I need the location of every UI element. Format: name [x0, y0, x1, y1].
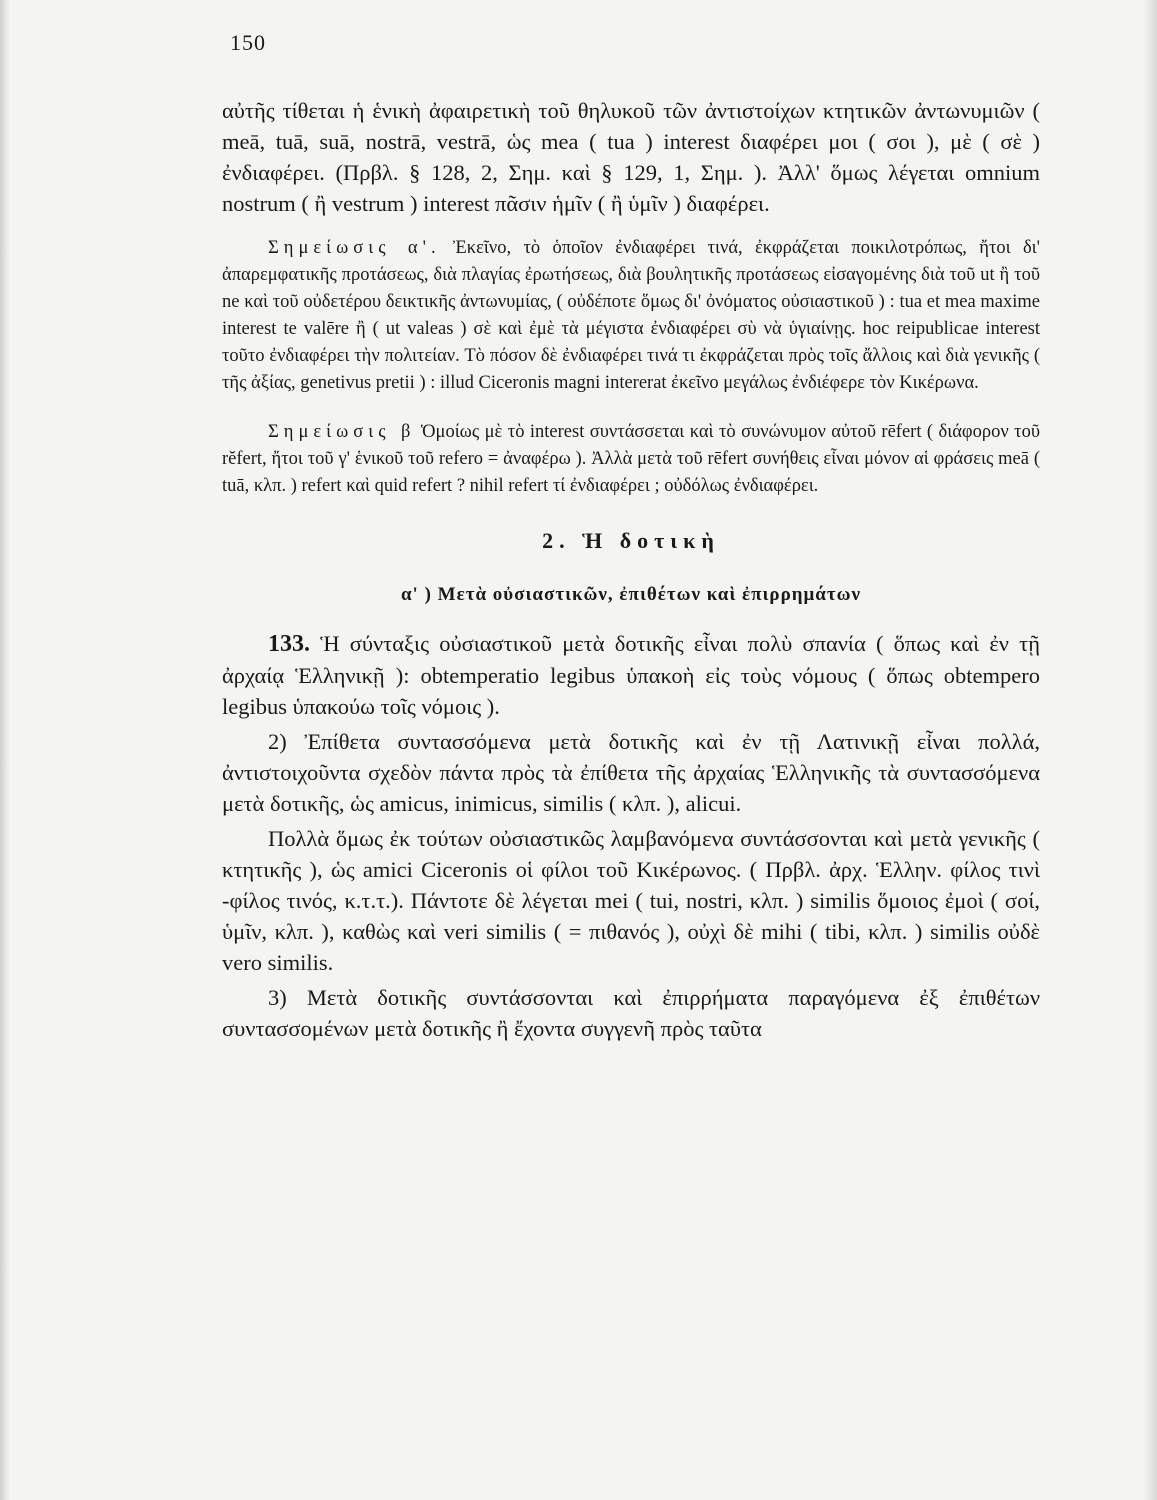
note-alpha-label: Σημείωσις α'.: [268, 238, 441, 258]
paragraph-3: Πολλὰ ὅμως ἐκ τούτων οὐσιαστικῶς λαμβανόμενα συντάσσονται καὶ μετὰ γενικῆς ( κτητικῆς ), ὡς amici Ciceronis οἱ φίλοι τοῦ Κικέρωνος. ( Πρβλ. ἀρχ. Ἑλλην. φίλος τινὶ -φίλος τινός, κ.τ.τ.). Πάντοτε δὲ λέγεται mei ( tui, nostri, κλπ. ) similis ὅμοιος ἐμοὶ ( σοί, ὑμῖν, κλπ. ), καθὼς καὶ veri similis ( = πιθανός ), οὐχὶ δὲ mihi ( tibi, κλπ. ) similis οὐδὲ vero similis.: [222, 826, 1040, 975]
section-heading: 2. Ἡ δοτικὴ: [542, 528, 720, 553]
note-alpha: [222, 235, 1040, 397]
section-number: 133.: [268, 631, 310, 657]
paragraph-4: 3) Μετὰ δοτικῆς συντάσσονται καὶ ἐπιρρήματα παραγόμενα ἐξ ἐπιθέτων συντασσομένων μετὰ δοτικῆς ἢ ἔχοντα συγγενῆ πρὸς ταῦτα: [222, 985, 1040, 1041]
section-subheading: α' ) Μετὰ οὐσιαστικῶν, ἐπιθέτων καὶ ἐπιρρημάτων: [400, 584, 862, 605]
page-number: 150: [230, 30, 266, 55]
paragraph-133: [222, 628, 1040, 722]
paragraph-133-text: Ἡ σύνταξις οὐσιαστικοῦ μετὰ δοτικῆς εἶναι πολὺ σπανία ( ὅπως καὶ ἐν τῇ ἀρχαίᾳ Ἑλληνικῇ ): obtemperatio legibus ὑπακοὴ εἰς τοὺς νόμους ( ὅπως obtempero legibus ὑπακούω τοῖς νόμοις ).: [222, 631, 1040, 719]
intro-paragraph: αὐτῆς τίθεται ἡ ἑνικὴ ἀφαιρετικὴ τοῦ θηλυκοῦ τῶν ἀντιστοίχων κτητικῶν ἀντωνυμιῶν ( meā, tuā, suā, nostrā, vestrā, ὡς mea ( tua ) interest διαφέρει μοι ( σοι ), μὲ ( σὲ ) ἐνδιαφέρει. (Πρβλ. § 128, 2, Σημ. καὶ § 129, 1, Σημ. ). Ἀλλ' ὅμως λέγεται omnium nostrum ( ἢ vestrum ) interest πᾶσιν ἡμῖν ( ἢ ὑμῖν ) διαφέρει.: [222, 98, 1040, 216]
page-content: [222, 95, 1040, 1048]
page-left-edge: [0, 0, 10, 1500]
page-right-edge: [1143, 0, 1157, 1500]
note-beta-label: Σημείωσις β: [268, 422, 416, 442]
note-alpha-text: Ἐκεῖνο, τὸ ὁποῖον ἐνδιαφέρει τινά, ἐκφράζεται ποικιλοτρόπως, ἤτοι δι' ἀπαρεμφατικῆς προτάσεως, διὰ πλαγίας ἐρωτήσεως, διὰ βουλητικῆς προτάσεως εἰσαγομένης διὰ τοῦ ut ἢ τοῦ ne καὶ τοῦ οὐδετέρου δεικτικῆς ἀντωνυμίας, ( οὐδέποτε ὅμως δι' ὀνόματος οὐσιαστικοῦ ) : tua et mea maxime interest te valēre ἢ ( ut valeas ) σὲ καὶ ἐμὲ τὰ μέγιστα ἐνδιαφέρει σὺ νὰ ὑγιαίνῃς. hoc reipublicae interest τοῦτο ἐνδιαφέρει τὴν πολιτείαν. Τὸ πόσον δὲ ἐνδιαφέρει τινά τι ἐκφράζεται πρὸς τοῖς ἄλλοις καὶ διὰ γενικῆς ( τῆς ἀξίας, genetivus pretii ) : illud Ciceronis magni intererat ἐκεῖνο μεγάλως ἐνδιέφερε τὸν Κικέρωνα.: [222, 238, 1040, 393]
paragraph-2: 2) Ἐπίθετα συντασσόμενα μετὰ δοτικῆς καὶ ἐν τῇ Λατινικῇ εἶναι πολλά, ἀντιστοιχοῦντα σχεδὸν πάντα πρὸς τὰ ἐπίθετα τῆς ἀρχαίας Ἑλληνικῆς τὰ συντασσόμενα μετὰ δοτικῆς, ὡς amicus, inimicus, similis ( κλπ. ), alicui.: [222, 729, 1040, 816]
note-beta-text: Ὁμοίως μὲ τὸ interest συντάσσεται καὶ τὸ συνώνυμον αὐτοῦ rēfert ( διάφορον τοῦ rĕfert, ἤτοι τοῦ γ' ἑνικοῦ τοῦ refero = ἀναφέρω ). Ἀλλὰ μετὰ τοῦ rēfert συνήθεις εἶναι μόνον αἱ φράσεις meā ( tuā, κλπ. ) refert καὶ quid refert ? nihil refert τί ἐνδιαφέρει ; οὐδόλως ἐνδιαφέρει.: [222, 422, 1040, 496]
note-beta: [222, 419, 1040, 500]
